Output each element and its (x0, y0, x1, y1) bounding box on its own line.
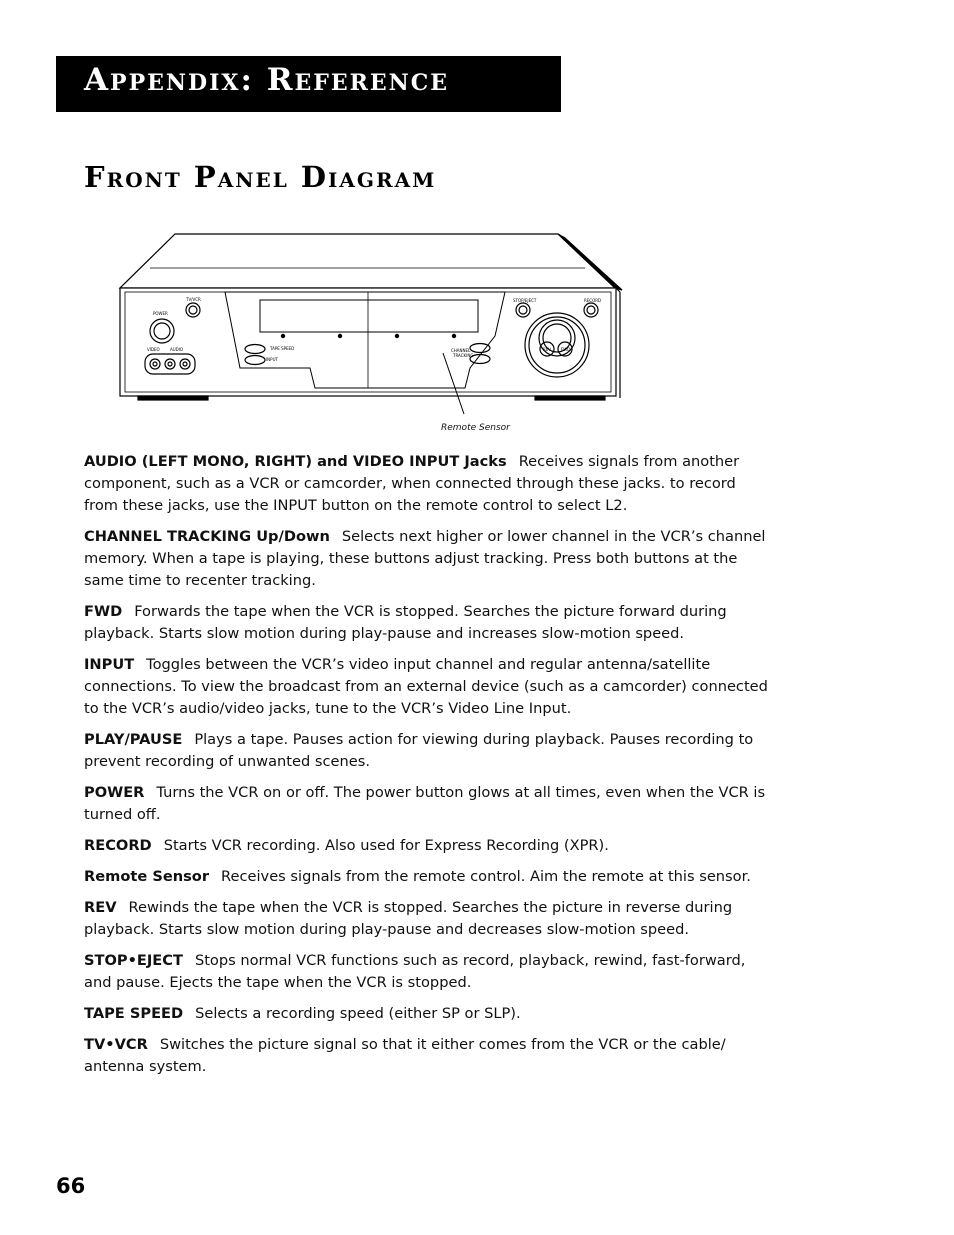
definitions-list (84, 451, 774, 1087)
definition-item (84, 451, 774, 517)
definition-term: RECORD (84, 837, 152, 854)
definition-item (84, 729, 774, 773)
definition-item (84, 950, 774, 994)
definition-text: Plays a tape. Pauses action for viewing during playback. Pauses recording to prevent recording of unwanted scenes. (84, 731, 754, 770)
definition-item (84, 782, 774, 826)
record-label: RECORD (584, 298, 602, 303)
definition-term: INPUT (84, 656, 135, 673)
tracking-label: TRACKING (453, 353, 474, 358)
definition-text: Receives signals from another component, such as a VCR or camcorder, when connected through these jacks. to record from these jacks, use the INPUT button on the remote control to select L2. (84, 453, 740, 514)
fwd-label: FWD (561, 347, 571, 352)
definition-term: CHANNEL TRACKING Up/Down (84, 528, 330, 545)
definition-item (84, 1003, 774, 1025)
tape-speed-label: TAPE SPEED (270, 346, 295, 351)
definition-item (84, 526, 774, 592)
definition-text: Turns the VCR on or off. The power button glows at all times, even when the VCR is turned off. (84, 784, 766, 823)
definition-term: REV (84, 899, 117, 916)
vcr-top-surface (120, 234, 615, 288)
definition-item (84, 897, 774, 941)
definition-item (84, 866, 774, 888)
channel-label: CHANNEL (451, 348, 471, 353)
definition-item (84, 601, 774, 645)
definition-text: Starts VCR recording. Also used for Express Recording (XPR). (163, 837, 609, 854)
definition-term: POWER (84, 784, 145, 801)
definition-term: AUDIO (LEFT MONO, RIGHT) and VIDEO INPUT Jacks (84, 453, 507, 470)
audio-label: AUDIO (170, 347, 184, 352)
vcr-front-panel-diagram (110, 228, 630, 443)
definition-item (84, 835, 774, 857)
definition-text: Switches the picture signal so that it either comes from the VCR or the cable/ antenna system. (84, 1036, 726, 1075)
definition-term: TAPE SPEED (84, 1005, 184, 1022)
definition-item (84, 1034, 774, 1078)
definition-text: Selects a recording speed (either SP or SLP). (195, 1005, 521, 1022)
page-number: 66 (56, 1174, 86, 1198)
power-label: POWER (153, 311, 168, 316)
input-label: INPUT (266, 357, 278, 362)
page-header-title: Appendix: Reference (84, 62, 450, 98)
rev-label: REV (543, 347, 552, 352)
definition-text: Toggles between the VCR’s video input channel and regular antenna/satellite connections. To view the broadcast from an external device (such as a camcorder) connected to the VCR’s audio/video jacks, tune to the VCR’s Video Line Input. (84, 656, 768, 717)
definition-term: STOP•EJECT (84, 952, 183, 969)
definition-term: PLAY/PAUSE (84, 731, 183, 748)
stop-eject-label: STOP/EJECT (513, 298, 537, 303)
definition-text: Rewinds the tape when the VCR is stopped. Searches the picture in reverse during playback. Starts slow motion during play-pause and decreases slow-motion speed. (84, 899, 733, 938)
header-bar (56, 56, 561, 112)
tv-vcr-label: TV/VCR (186, 297, 201, 302)
definition-text: Stops normal VCR functions such as record, playback, rewind, fast-forward, and pause. Ejects the tape when the VCR is stopped. (84, 952, 746, 991)
section-title: Front Panel Diagram (84, 160, 437, 194)
definition-text: Receives signals from the remote control. Aim the remote at this sensor. (221, 868, 751, 885)
definition-text: Forwards the tape when the VCR is stopped. Searches the picture forward during playback. Starts slow motion during play-pause and increases slow-motion speed. (84, 603, 727, 642)
definition-term: TV•VCR (84, 1036, 148, 1053)
definition-item (84, 654, 774, 720)
remote-sensor-caption: Remote Sensor (441, 423, 510, 433)
definition-term: Remote Sensor (84, 868, 210, 885)
video-label: VIDEO (147, 347, 160, 352)
definition-text: Selects next higher or lower channel in the VCR’s channel memory. When a tape is playing, these buttons adjust tracking. Press both buttons at the same time to recenter tracking. (84, 528, 766, 589)
definition-term: FWD (84, 603, 123, 620)
